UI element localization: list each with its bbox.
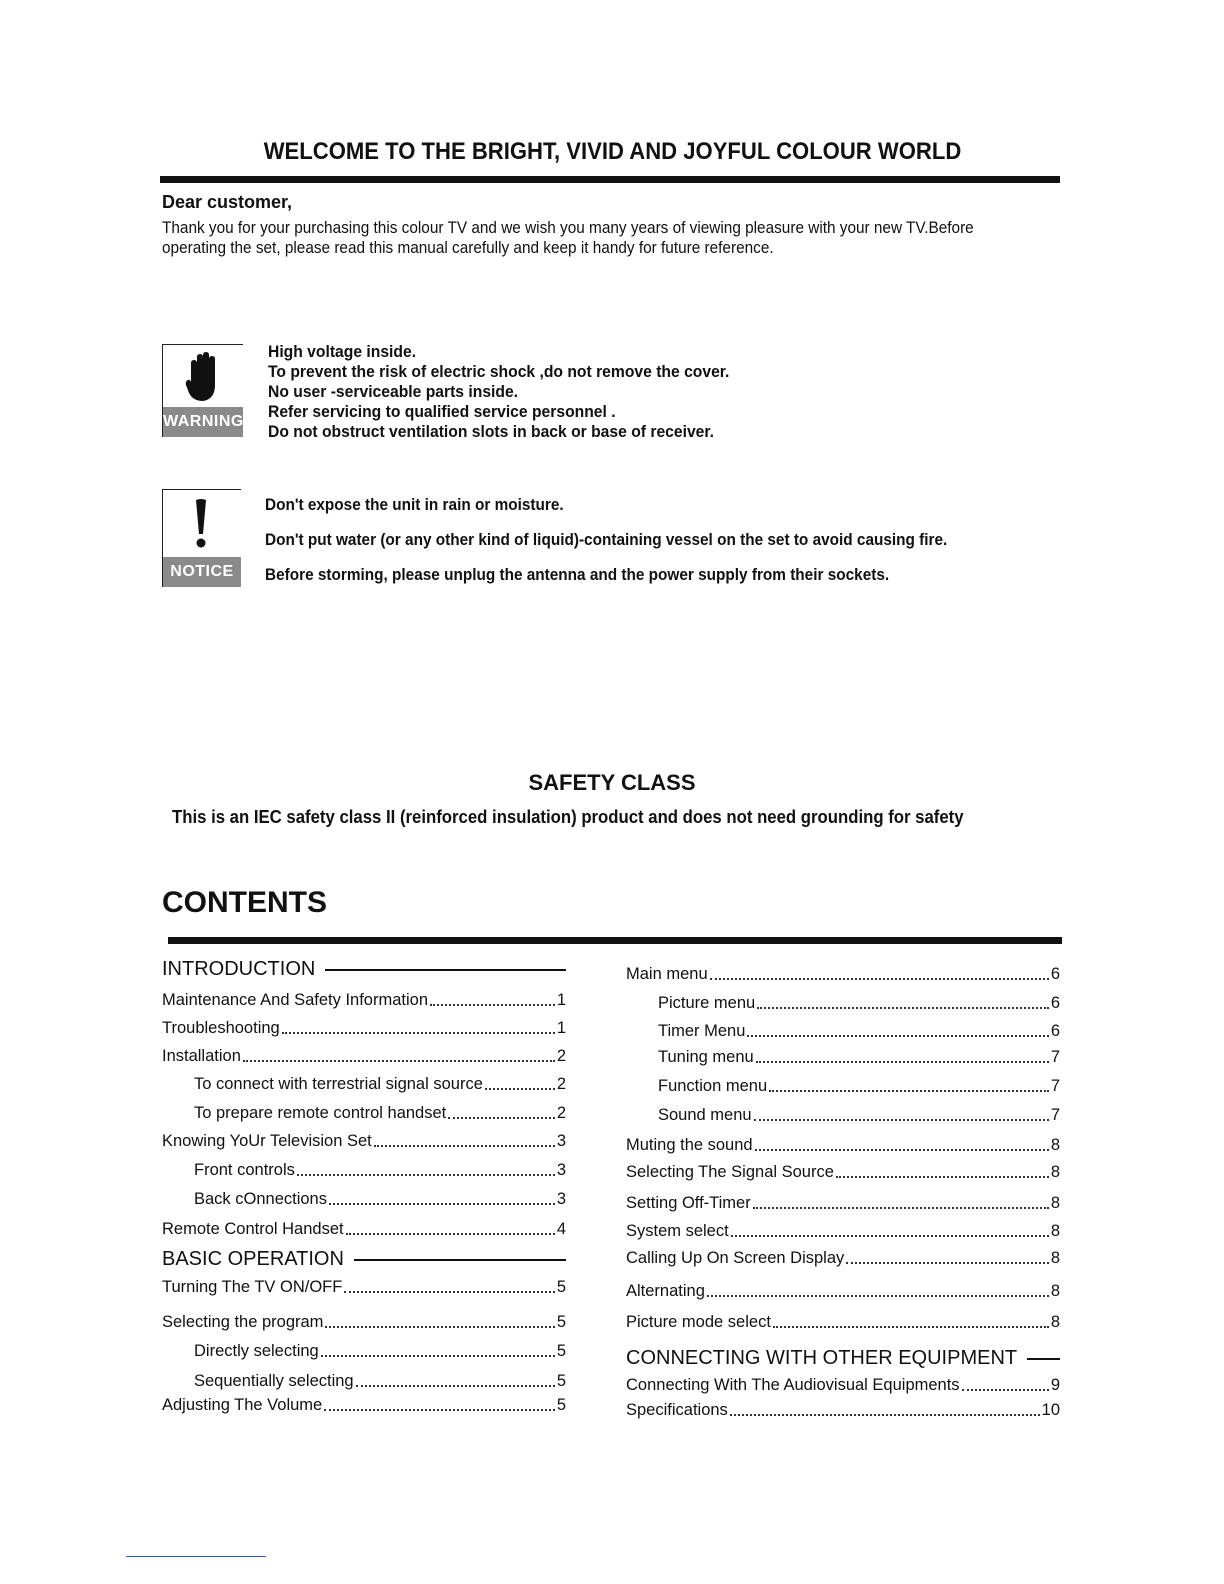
toc-entry-label: Function menu bbox=[658, 1077, 768, 1095]
toc-entry bbox=[626, 1136, 1060, 1155]
toc-section-line bbox=[354, 1259, 566, 1261]
toc-leader-dots bbox=[846, 1261, 1049, 1264]
toc-entry bbox=[194, 1075, 566, 1094]
toc-leader-dots bbox=[448, 1116, 555, 1119]
toc-leader-dots bbox=[962, 1388, 1049, 1391]
toc-page-number: 4 bbox=[556, 1220, 566, 1238]
toc-entry bbox=[626, 1222, 1060, 1241]
toc-entry bbox=[658, 1048, 1060, 1067]
toc-leader-dots bbox=[755, 1148, 1049, 1151]
toc-section-heading bbox=[162, 1248, 566, 1271]
toc-entry-label: System select bbox=[626, 1222, 729, 1240]
toc-entry-label: Directly selecting bbox=[194, 1342, 319, 1360]
toc-leader-dots bbox=[321, 1354, 555, 1357]
toc-entry-label: Installation bbox=[162, 1047, 241, 1065]
toc-entry-label: Connecting With The Audiovisual Equipments bbox=[626, 1376, 960, 1394]
toc-entry bbox=[162, 1132, 566, 1151]
toc-entry-label: To prepare remote control handset bbox=[194, 1104, 447, 1122]
toc-entry-label: Calling Up On Screen Display bbox=[626, 1249, 845, 1267]
toc-section-heading bbox=[626, 1347, 1060, 1370]
toc-entry-label: Turning The TV ON/OFF bbox=[162, 1278, 343, 1296]
toc-entry-label: Selecting The Signal Source bbox=[626, 1163, 834, 1181]
toc-page-number: 2 bbox=[556, 1047, 566, 1065]
warning-text bbox=[268, 342, 729, 442]
toc-page-number: 5 bbox=[556, 1278, 566, 1296]
toc-entry bbox=[658, 994, 1060, 1013]
hand-stop-icon bbox=[185, 349, 221, 405]
footer-line bbox=[126, 1556, 266, 1557]
warning-line: To prevent the risk of electric shock ,do not remove the cover. bbox=[268, 363, 730, 381]
toc-leader-dots bbox=[430, 1003, 555, 1006]
toc-page-number: 2 bbox=[556, 1104, 566, 1122]
toc-entry-label: Setting Off-Timer bbox=[626, 1194, 751, 1212]
toc-page-number: 5 bbox=[556, 1342, 566, 1360]
toc-entry-label: Knowing YoUr Television Set bbox=[162, 1132, 372, 1150]
contents-rule bbox=[168, 937, 1062, 944]
notice-line: Don't expose the unit in rain or moisture. bbox=[265, 496, 564, 514]
toc-entry-label: Troubleshooting bbox=[162, 1019, 280, 1037]
toc-entry bbox=[194, 1372, 566, 1391]
toc-page-number: 8 bbox=[1050, 1282, 1060, 1300]
toc-entry-label: Maintenance And Safety Information bbox=[162, 991, 428, 1009]
toc-entry bbox=[626, 1249, 1060, 1268]
toc-leader-dots bbox=[282, 1031, 555, 1034]
toc-page-number: 8 bbox=[1050, 1222, 1060, 1240]
toc-page-number: 5 bbox=[556, 1372, 566, 1390]
toc-page-number: 7 bbox=[1050, 1106, 1060, 1124]
toc-entry-label: To connect with terrestrial signal source bbox=[194, 1075, 483, 1093]
toc-leader-dots bbox=[710, 977, 1049, 980]
toc-leader-dots bbox=[346, 1232, 555, 1235]
toc-entry bbox=[658, 1022, 1060, 1041]
toc-leader-dots bbox=[707, 1294, 1049, 1297]
toc-section-heading bbox=[162, 958, 566, 981]
toc-entry bbox=[194, 1161, 566, 1180]
toc-entry bbox=[162, 1047, 566, 1066]
toc-page-number: 1 bbox=[556, 991, 566, 1009]
toc-entry bbox=[626, 1313, 1060, 1332]
notice-line: Don't put water (or any other kind of liquid)-containing vessel on the set to avoid causing fire. bbox=[265, 531, 948, 549]
toc-entry-label: Muting the sound bbox=[626, 1136, 753, 1154]
toc-leader-dots bbox=[756, 1060, 1049, 1063]
toc-entry-label: Sound menu bbox=[658, 1106, 752, 1124]
toc-section-label: CONNECTING WITH OTHER EQUIPMENT bbox=[626, 1347, 1018, 1369]
greeting: Dear customer, bbox=[162, 192, 293, 212]
page-title: WELCOME TO THE BRIGHT, VIVID AND JOYFUL COLOUR WORLD bbox=[263, 138, 962, 165]
toc-section-line bbox=[325, 969, 566, 971]
toc-page-number: 6 bbox=[1050, 965, 1060, 983]
toc-entry-label: Main menu bbox=[626, 965, 708, 983]
toc-entry bbox=[626, 1282, 1060, 1301]
notice-badge bbox=[162, 489, 241, 587]
toc-leader-dots bbox=[753, 1206, 1049, 1209]
toc-leader-dots bbox=[243, 1059, 555, 1062]
toc-page-number: 8 bbox=[1050, 1163, 1060, 1181]
notice-label: NOTICE bbox=[163, 557, 241, 587]
notice-line: Before storming, please unplug the antenna and the power supply from their sockets. bbox=[265, 566, 890, 584]
toc-leader-dots bbox=[754, 1118, 1049, 1121]
safety-class-title: SAFETY CLASS bbox=[528, 770, 696, 795]
toc-page-number: 8 bbox=[1050, 1313, 1060, 1331]
toc-entry-label: Picture menu bbox=[658, 994, 756, 1012]
toc-entry-label: Picture mode select bbox=[626, 1313, 771, 1331]
toc-leader-dots bbox=[485, 1087, 555, 1090]
toc-page-number: 8 bbox=[1050, 1194, 1060, 1212]
toc-entry-label: Tuning menu bbox=[658, 1048, 754, 1066]
warning-label: WARNING bbox=[163, 407, 243, 437]
toc-page-number: 7 bbox=[1050, 1048, 1060, 1066]
toc-entry bbox=[658, 1077, 1060, 1096]
toc-section-line bbox=[1027, 1358, 1060, 1360]
toc-entry bbox=[194, 1104, 566, 1123]
toc-entry-label: Specifications bbox=[626, 1401, 728, 1419]
warning-line: Do not obstruct ventilation slots in back or base of receiver. bbox=[268, 423, 714, 441]
toc-entry-label: Adjusting The Volume bbox=[162, 1396, 323, 1414]
toc-entry bbox=[626, 1401, 1060, 1420]
toc-entry bbox=[658, 1106, 1060, 1125]
toc-page-number: 3 bbox=[556, 1190, 566, 1208]
warning-line: Refer servicing to qualified service personnel . bbox=[268, 403, 616, 421]
toc-leader-dots bbox=[329, 1202, 555, 1205]
toc-entry-label: Selecting the program bbox=[162, 1313, 324, 1331]
toc-page-number: 6 bbox=[1050, 1022, 1060, 1040]
toc-leader-dots bbox=[297, 1173, 555, 1176]
toc-leader-dots bbox=[374, 1144, 555, 1147]
toc-entry bbox=[162, 1313, 566, 1332]
toc-page-number: 8 bbox=[1050, 1249, 1060, 1267]
toc-entry bbox=[626, 1163, 1060, 1182]
intro-paragraph: Thank you for your purchasing this colour TV and we wish you many years of viewing pleasure with your new TV.Before operating the set, please read this manual carefully and keep it handy for future reference. bbox=[162, 219, 974, 257]
toc-page-number: 7 bbox=[1050, 1077, 1060, 1095]
toc-page-number: 8 bbox=[1050, 1136, 1060, 1154]
toc-entry-label: Front controls bbox=[194, 1161, 295, 1179]
toc-leader-dots bbox=[731, 1234, 1049, 1237]
toc-page-number: 1 bbox=[556, 1019, 566, 1037]
toc-entry-label: Alternating bbox=[626, 1282, 705, 1300]
toc-leader-dots bbox=[769, 1089, 1049, 1092]
warning-line: No user -serviceable parts inside. bbox=[268, 383, 519, 401]
toc-section-label: INTRODUCTION bbox=[162, 958, 316, 980]
toc-page-number: 3 bbox=[556, 1132, 566, 1150]
toc-leader-dots bbox=[325, 1325, 554, 1328]
toc-page-number: 9 bbox=[1050, 1376, 1060, 1394]
toc-leader-dots bbox=[356, 1384, 555, 1387]
toc-leader-dots bbox=[747, 1034, 1048, 1037]
exclamation-icon bbox=[193, 498, 209, 550]
toc-entry-label: Remote Control Handset bbox=[162, 1220, 344, 1238]
toc-entry bbox=[194, 1342, 566, 1361]
toc-page-number: 5 bbox=[556, 1396, 566, 1414]
toc-entry bbox=[162, 1278, 566, 1297]
toc-entry bbox=[626, 1376, 1060, 1395]
toc-page-number: 3 bbox=[556, 1161, 566, 1179]
title-rule bbox=[160, 176, 1060, 183]
toc-entry bbox=[162, 1019, 566, 1038]
toc-entry-label: Back cOnnections bbox=[194, 1190, 327, 1208]
safety-class-text: This is an IEC safety class II (reinforced insulation) product and does not need grounding for safety bbox=[172, 807, 964, 827]
warning-line: High voltage inside. bbox=[268, 343, 417, 361]
toc-entry bbox=[162, 1396, 566, 1415]
toc-entry bbox=[626, 965, 1060, 984]
toc-entry bbox=[626, 1194, 1060, 1213]
toc-leader-dots bbox=[344, 1290, 554, 1293]
notice-text bbox=[265, 495, 947, 600]
toc-entry-label: Sequentially selecting bbox=[194, 1372, 354, 1390]
toc-entry bbox=[194, 1190, 566, 1209]
toc-leader-dots bbox=[773, 1325, 1049, 1328]
toc-section-label: BASIC OPERATION bbox=[162, 1248, 344, 1270]
toc-leader-dots bbox=[730, 1413, 1040, 1416]
toc-page-number: 6 bbox=[1050, 994, 1060, 1012]
warning-badge bbox=[162, 344, 243, 437]
toc-page-number: 2 bbox=[556, 1075, 566, 1093]
toc-page-number: 5 bbox=[556, 1313, 566, 1331]
toc-entry bbox=[162, 1220, 566, 1239]
toc-leader-dots bbox=[757, 1006, 1049, 1009]
toc-entry bbox=[162, 991, 566, 1010]
toc-leader-dots bbox=[836, 1175, 1049, 1178]
contents-title: CONTENTS bbox=[162, 886, 327, 919]
toc-page-number: 10 bbox=[1041, 1401, 1060, 1419]
toc-entry-label: Timer Menu bbox=[658, 1022, 746, 1040]
toc-leader-dots bbox=[324, 1408, 555, 1411]
